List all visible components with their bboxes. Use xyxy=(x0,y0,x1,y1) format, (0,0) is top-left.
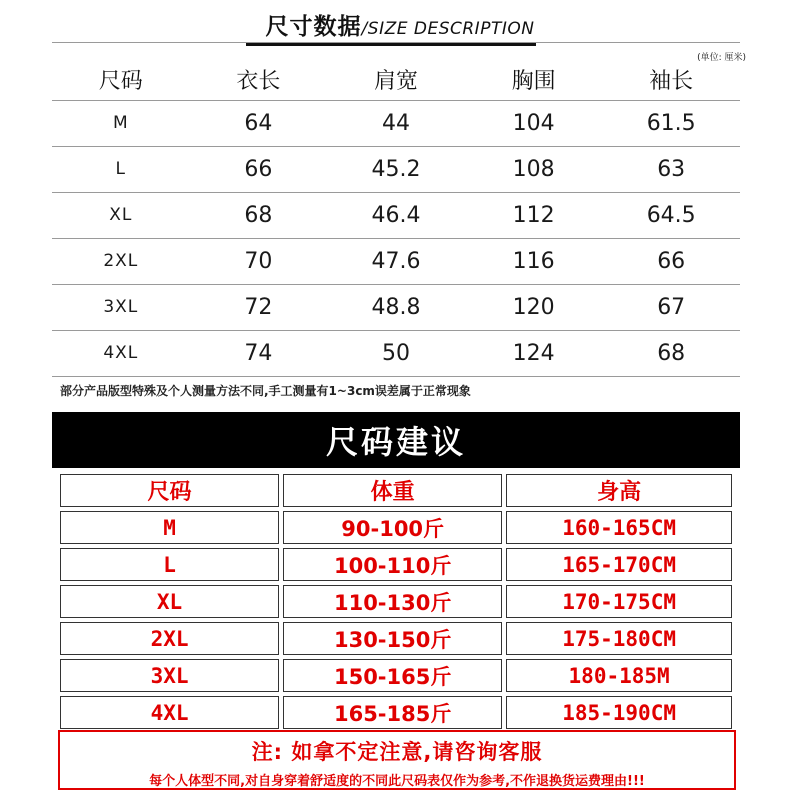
size-recommendation-banner xyxy=(52,412,740,468)
top-rule xyxy=(52,42,740,43)
cell-length: 68 xyxy=(244,202,273,228)
cell-height: 165-170CM xyxy=(506,548,732,581)
unit-note: (单位: 厘米) xyxy=(697,53,746,63)
cell-size: M xyxy=(60,511,279,544)
row-rule xyxy=(52,284,740,285)
banner-text: 尺码建议 xyxy=(325,423,466,461)
cell-size: 4XL xyxy=(103,343,139,363)
notice-line-2: 每个人体型不同,对自身穿着舒适度的不同此尺码表仅作为参考,不作退换货运费理由!!! xyxy=(149,774,645,789)
notice-box xyxy=(58,730,736,790)
title-cn: 尺寸数据 xyxy=(265,14,362,40)
col-size: 尺码 xyxy=(60,474,279,507)
cell-sleeve: 66 xyxy=(657,248,686,274)
cell-size: XL xyxy=(60,585,279,618)
table-row xyxy=(60,659,732,692)
title-en: /SIZE DESCRIPTION xyxy=(361,19,535,39)
rec-header-row xyxy=(60,474,732,507)
title-underline xyxy=(246,43,536,46)
cell-size: 2XL xyxy=(103,251,139,271)
cell-length: 66 xyxy=(244,156,273,182)
size-description-title xyxy=(0,8,800,45)
table-row xyxy=(60,585,732,618)
cell-shoulder: 48.8 xyxy=(371,294,421,320)
cell-chest: 104 xyxy=(512,110,555,136)
cell-height: 175-180CM xyxy=(506,622,732,655)
cell-sleeve: 68 xyxy=(657,340,686,366)
cell-sleeve: 63 xyxy=(657,156,686,182)
cell-length: 74 xyxy=(244,340,273,366)
cell-length: 70 xyxy=(244,248,273,274)
table-row xyxy=(60,548,732,581)
col-size: 尺码 xyxy=(98,68,143,94)
cell-height: 170-175CM xyxy=(506,585,732,618)
cell-sleeve: 67 xyxy=(657,294,686,320)
cell-weight: 130-150斤 xyxy=(283,622,502,655)
cell-weight: 110-130斤 xyxy=(283,585,502,618)
table-row xyxy=(60,511,732,544)
cell-chest: 108 xyxy=(512,156,555,182)
cell-chest: 116 xyxy=(512,248,555,274)
table-row xyxy=(60,696,732,729)
cell-shoulder: 45.2 xyxy=(371,156,421,182)
table-row xyxy=(52,284,740,330)
cell-size: 3XL xyxy=(103,297,139,317)
cell-sleeve: 64.5 xyxy=(646,202,696,228)
spec-header-row xyxy=(52,58,740,100)
cell-shoulder: 44 xyxy=(381,110,410,136)
cell-shoulder: 50 xyxy=(381,340,410,366)
cell-weight: 165-185斤 xyxy=(283,696,502,729)
col-length: 衣长 xyxy=(236,68,281,94)
cell-chest: 112 xyxy=(512,202,555,228)
row-rule xyxy=(52,330,740,331)
cell-size: 4XL xyxy=(60,696,279,729)
cell-height: 160-165CM xyxy=(506,511,732,544)
col-weight: 体重 xyxy=(283,474,502,507)
cell-sleeve: 61.5 xyxy=(646,110,696,136)
table-row xyxy=(60,622,732,655)
cell-weight: 90-100斤 xyxy=(283,511,502,544)
cell-size: M xyxy=(112,113,129,133)
cell-size: L xyxy=(115,159,127,179)
size-spec-table xyxy=(52,58,740,376)
table-row xyxy=(52,192,740,238)
table-row xyxy=(52,100,740,146)
cell-length: 72 xyxy=(244,294,273,320)
cell-shoulder: 47.6 xyxy=(371,248,421,274)
table-row xyxy=(52,146,740,192)
cell-height: 185-190CM xyxy=(506,696,732,729)
cell-length: 64 xyxy=(244,110,273,136)
cell-weight: 100-110斤 xyxy=(283,548,502,581)
row-rule xyxy=(52,146,740,147)
col-shoulder: 肩宽 xyxy=(373,68,418,94)
cell-height: 180-185M xyxy=(506,659,732,692)
cell-weight: 150-165斤 xyxy=(283,659,502,692)
table-row xyxy=(52,238,740,284)
cell-chest: 124 xyxy=(512,340,555,366)
header-rule xyxy=(52,100,740,101)
cell-shoulder: 46.4 xyxy=(371,202,421,228)
measurement-note: 部分产品版型特殊及个人测量方法不同,手工测量有1~3cm误差属于正常现象 xyxy=(60,384,471,398)
cell-size: L xyxy=(60,548,279,581)
table-row xyxy=(52,330,740,376)
col-sleeve: 袖长 xyxy=(649,68,694,94)
cell-size: 2XL xyxy=(60,622,279,655)
row-rule xyxy=(52,238,740,239)
cell-size: XL xyxy=(109,205,133,225)
size-recommendation-table xyxy=(56,470,736,733)
col-height: 身高 xyxy=(506,474,732,507)
col-chest: 胸围 xyxy=(511,68,556,94)
row-rule xyxy=(52,192,740,193)
row-rule xyxy=(52,376,740,377)
notice-line-1: 注: 如拿不定注意,请咨询客服 xyxy=(251,740,543,764)
cell-size: 3XL xyxy=(60,659,279,692)
cell-chest: 120 xyxy=(512,294,555,320)
